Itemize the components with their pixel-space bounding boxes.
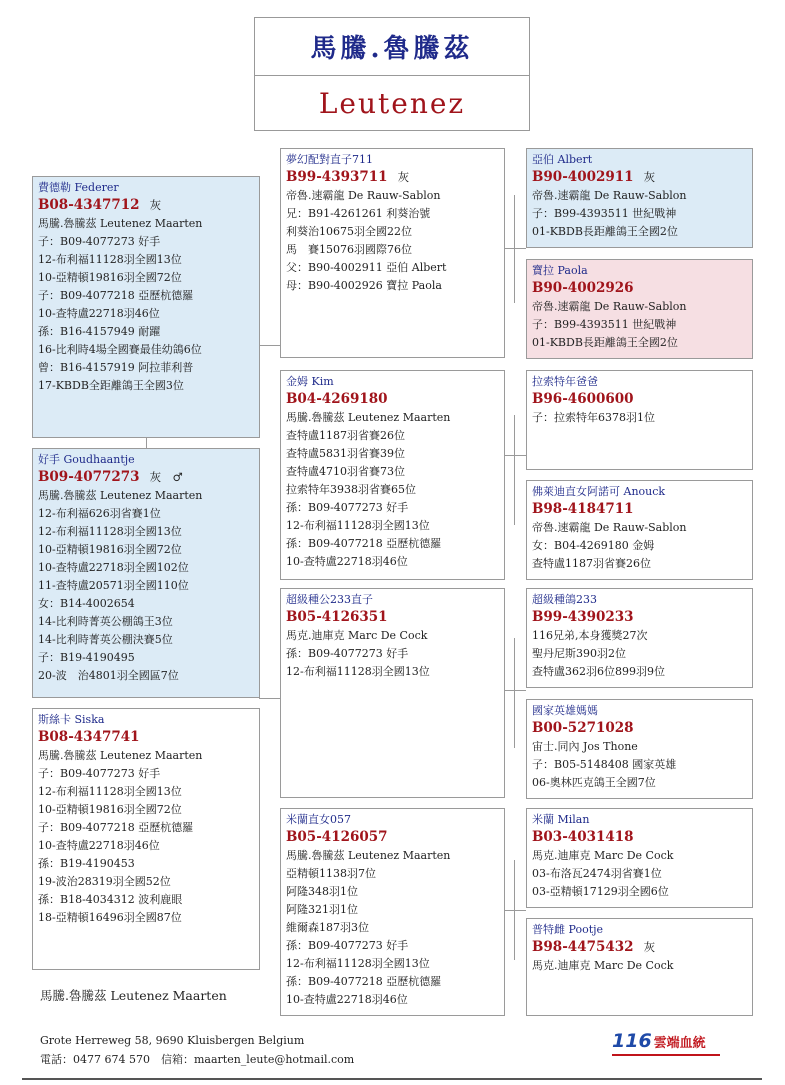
- pedigree-notes: 馬騰.魯騰茲 Leutenez Maarten 查特盧1187羽省賽26位 查特盧5831羽省賽39位 查特盧4710羽省賽73位 拉索特年3938羽省賽65位 孫：B09-4077273 好手 12-布利福11128羽全國13位 孫：B09-4077218 亞歷杭德羅 10-查特盧22718羽46位: [286, 411, 451, 568]
- owner-name: 馬騰.魯騰茲 Leutenez Maarten: [40, 988, 227, 1003]
- connector-line: [259, 345, 280, 346]
- sire-dam-card[interactable]: [280, 370, 505, 580]
- pedigree-notes: 馬騰.魯騰茲 Leutenez Maarten 子：B09-4077273 好手 12-布利福11128羽全國13位 10-亞精頓19816羽全國72位 子：B09-4077218 亞歷杭德羅 10-查特盧22718羽46位 孫：B16-4157949 耐躍 16-比利時4場全國賽最佳幼鴿6位 曾：B16-4157919 阿拉菲利普 17-KBDB全距離鴿王全國3位: [38, 217, 203, 392]
- title-box: [254, 17, 530, 131]
- dam-dam-card[interactable]: [280, 808, 505, 1016]
- sire-sire-card[interactable]: [280, 148, 505, 358]
- connector-line: [514, 195, 515, 303]
- pedigree-notes: 馬克.迪庫克 Marc De Cock 03-布洛瓦2474羽省賽1位 03-亞精頓17129羽全國6位: [532, 849, 674, 898]
- ring-number: B96-4600600: [532, 391, 634, 407]
- connector-line: [504, 910, 526, 911]
- pigeon-name: 金姆 Kim: [286, 375, 334, 388]
- dsd-card[interactable]: [526, 699, 753, 799]
- ring-number: B04-4269180: [286, 391, 388, 407]
- pigeon-name: 好手 Goudhaantje: [38, 453, 135, 466]
- color-sex: 灰 ♂: [149, 470, 183, 484]
- pigeon-name: 寶拉 Paola: [532, 264, 588, 277]
- dds-card[interactable]: [526, 808, 753, 908]
- subject-card[interactable]: [32, 176, 260, 438]
- sire-card[interactable]: [32, 448, 260, 698]
- footer-address: Grote Herreweg 58, 9690 Kluisbergen Belgium: [40, 1034, 305, 1047]
- pigeon-name: 佛萊迪直女阿諾可 Anouck: [532, 485, 666, 498]
- ssd-card[interactable]: [526, 259, 753, 359]
- ring-number: B09-4077273 灰 ♂: [38, 469, 183, 485]
- brand-logo: [612, 1030, 722, 1056]
- pigeon-name: 米蘭直女057: [286, 813, 351, 826]
- connector-line: [259, 698, 280, 699]
- pigeon-name: 超級種鴿233: [532, 593, 597, 606]
- dam-sire-card[interactable]: [280, 588, 505, 798]
- pigeon-name: 超級種公233直子: [286, 593, 373, 606]
- ring-number: B99-4390233: [532, 609, 634, 625]
- pedigree-notes: 子：拉索特年6378羽1位: [532, 411, 655, 424]
- brand-number: 116: [612, 1030, 652, 1052]
- ring-number: B90-4002926: [532, 280, 634, 296]
- sdd-card[interactable]: [526, 480, 753, 580]
- pedigree-notes: 馬騰.魯騰茲 Leutenez Maarten 子：B09-4077273 好手 12-布利福11128羽全國13位 10-亞精頓19816羽全國72位 子：B09-4077218 亞歷杭德羅 10-查特盧22718羽46位 孫：B19-4190453 19-波治28319羽全國52位 孫：B18-4034312 波利鹿眼 18-亞精頓16496羽全國87位: [38, 749, 203, 924]
- connector-line: [504, 690, 526, 691]
- pedigree-notes: 馬克.迪庫克 Marc De Cock 孫：B09-4077273 好手 12-布利福11128羽全國13位: [286, 629, 430, 678]
- pedigree-notes: 馬克.迪庫克 Marc De Cock: [532, 959, 674, 972]
- connector-line: [514, 638, 515, 748]
- ring-number: B99-4393711 灰: [286, 169, 410, 185]
- brand-text: 雲端血統: [653, 1036, 706, 1051]
- pigeon-name: 亞伯 Albert: [532, 153, 593, 166]
- ring-number: B98-4184711: [532, 501, 634, 517]
- brand-underline: [612, 1054, 720, 1056]
- pigeon-name: 夢幻配對直子711: [286, 153, 373, 166]
- pigeon-name: 米蘭 Milan: [532, 813, 590, 826]
- pedigree-notes: 馬騰.魯騰茲 Leutenez Maarten 12-布利福626羽省賽1位 12-布利福11128羽全國13位 10-亞精頓19816羽全國72位 10-查特盧22718羽全國102位 11-查特盧20571羽全國110位 女：B14-4002654 14-比利時菁英公棚鴿王3位 14-比利時菁英公棚決賽5位 子：B19-4190495 20-波 治4801羽全國區7位: [38, 489, 203, 682]
- color-sex: 灰: [643, 170, 656, 184]
- title-english: Leutenez: [318, 86, 466, 120]
- ring-number: B08-4347741: [38, 729, 140, 745]
- ring-number: B08-4347712 灰: [38, 197, 162, 213]
- pedigree-notes: 馬騰.魯騰茲 Leutenez Maarten 亞精頓1138羽7位 阿隆348羽1位 阿隆321羽1位 維爾森187羽3位 孫：B09-4077273 好手 12-布利福11128羽全國13位 孫：B09-4077218 亞歷杭德羅 10-查特盧22718羽46位: [286, 849, 451, 1006]
- pedigree-notes: 帝魯.速霸龍 De Rauw-Sablon 兄：B91-4261261 利葵治號 利葵治10675羽全國22位 馬 賽15076羽國際76位 父：B90-4002911 亞伯 Albert 母：B90-4002926 寶拉 Paola: [286, 189, 447, 292]
- sds-card[interactable]: [526, 370, 753, 470]
- title-chinese: 馬騰.魯騰茲: [255, 18, 529, 76]
- connector-line: [514, 415, 515, 525]
- ring-number: B98-4475432 灰: [532, 939, 656, 955]
- pigeon-name: 普特雌 Pootje: [532, 923, 604, 936]
- pedigree-notes: 宙士.同內 Jos Thone 子：B05-5148408 國家英雄 06-奧林匹克鴿王全國7位: [532, 740, 677, 789]
- color-sex: 灰: [643, 940, 656, 954]
- pigeon-name: 國家英雄媽媽: [532, 704, 598, 717]
- dam-card[interactable]: [32, 708, 260, 970]
- ring-number: B03-4031418: [532, 829, 634, 845]
- color-sex: 灰: [149, 198, 162, 212]
- ring-number: B90-4002911 灰: [532, 169, 656, 185]
- pedigree-notes: 帝魯.速霸龍 De Rauw-Sablon 女：B04-4269180 金姆 查特盧1187羽省賽26位: [532, 521, 687, 570]
- ddd-card[interactable]: [526, 918, 753, 1016]
- pedigree-notes: 116兄弟,本身獲獎27次 聖丹尼斯390羽2位 查特盧362羽6位899羽9位: [532, 629, 665, 678]
- sss-card[interactable]: [526, 148, 753, 248]
- color-sex: 灰: [397, 170, 410, 184]
- pedigree-notes: 帝魯.速霸龍 De Rauw-Sablon 子：B99-4393511 世紀戰神 01-KBDB長距離鴿王全國2位: [532, 300, 687, 349]
- pedigree-notes: 帝魯.速霸龍 De Rauw-Sablon 子：B99-4393511 世紀戰神 01-KBDB長距離鴿王全國2位: [532, 189, 687, 238]
- pigeon-name: 拉索特年爸爸: [532, 375, 598, 388]
- connector-line: [514, 860, 515, 960]
- ring-number: B05-4126351: [286, 609, 388, 625]
- pigeon-name: 斯絲卡 Siska: [38, 713, 105, 726]
- dss-card[interactable]: [526, 588, 753, 688]
- connector-line: [504, 455, 526, 456]
- connector-line: [504, 248, 526, 249]
- footer-contact: 電話：0477 674 570 信箱：maarten_leute@hotmail.com: [40, 1053, 355, 1066]
- bottom-divider: [22, 1078, 762, 1080]
- pigeon-name: 費德勒 Federer: [38, 181, 119, 194]
- ring-number: B05-4126057: [286, 829, 388, 845]
- ring-number: B00-5271028: [532, 720, 634, 736]
